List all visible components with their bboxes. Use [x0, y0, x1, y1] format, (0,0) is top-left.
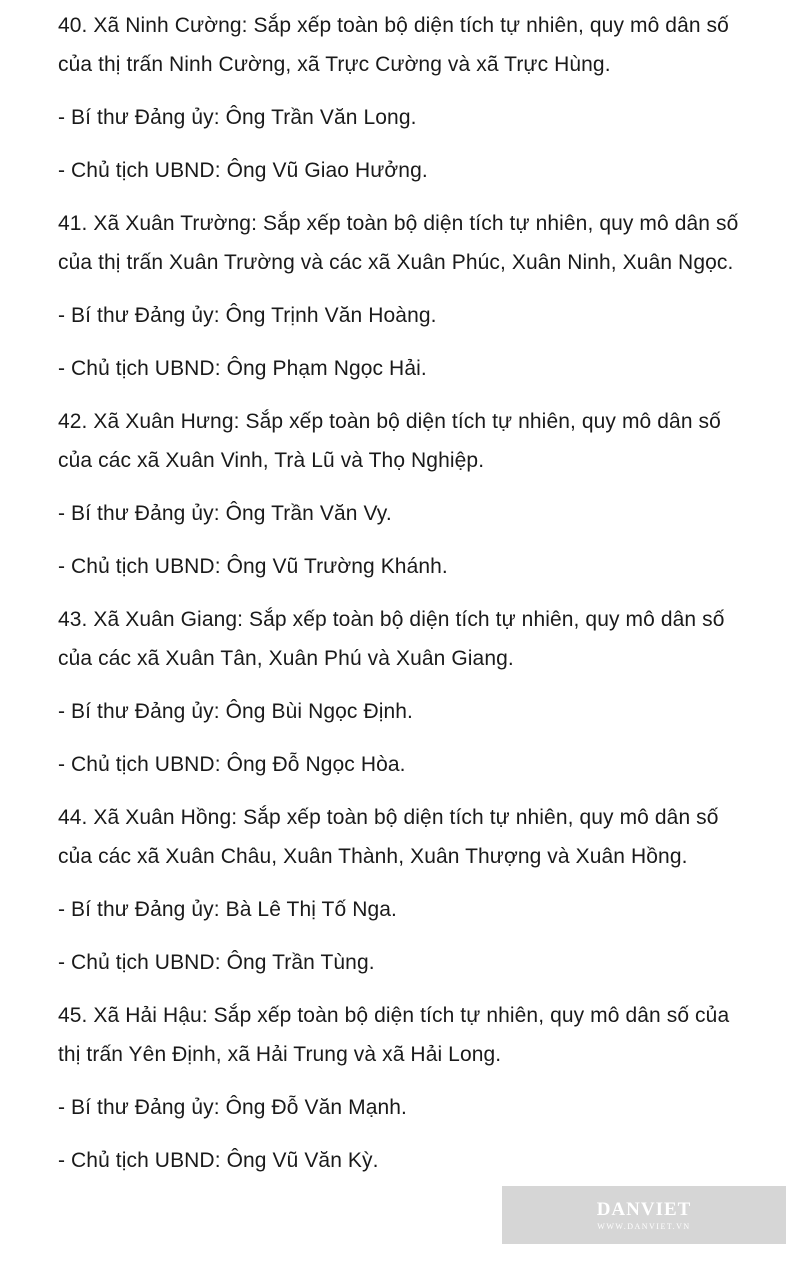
item-chairman-40: - Chủ tịch UBND: Ông Vũ Giao Hưởng. — [58, 159, 428, 182]
item-title-42: 42. Xã Xuân Hưng: Sắp xếp toàn bộ diện tích tự nhiên, quy mô dân số của các xã Xuân Vinh, Trà Lũ và Thọ Nghiệp. — [58, 410, 727, 472]
document-body — [58, 0, 748, 1180]
item-secretary-44: - Bí thư Đảng ủy: Bà Lê Thị Tố Nga. — [58, 898, 397, 921]
watermark-url: WWW.DANVIET.VN — [597, 1222, 691, 1231]
item-title-44: 44. Xã Xuân Hồng: Sắp xếp toàn bộ diện tích tự nhiên, quy mô dân số của các xã Xuân Châu, Xuân Thành, Xuân Thượng và Xuân Hồng. — [58, 806, 725, 868]
item-chairman-45: - Chủ tịch UBND: Ông Vũ Văn Kỳ. — [58, 1149, 379, 1172]
item-secretary-40: - Bí thư Đảng ủy: Ông Trần Văn Long. — [58, 106, 417, 129]
item-chairman-43: - Chủ tịch UBND: Ông Đỗ Ngọc Hòa. — [58, 753, 406, 776]
item-title-41: 41. Xã Xuân Trường: Sắp xếp toàn bộ diện tích tự nhiên, quy mô dân số của thị trấn Xuân Trường và các xã Xuân Phúc, Xuân Ninh, Xuân Ngọc. — [58, 212, 745, 274]
item-chairman-41: - Chủ tịch UBND: Ông Phạm Ngọc Hải. — [58, 357, 427, 380]
item-secretary-42: - Bí thư Đảng ủy: Ông Trần Văn Vy. — [58, 502, 392, 525]
danviet-watermark — [502, 1186, 786, 1244]
item-title-45: 45. Xã Hải Hậu: Sắp xếp toàn bộ diện tích tự nhiên, quy mô dân số của thị trấn Yên Định, xã Hải Trung và xã Hải Long. — [58, 1004, 736, 1066]
item-secretary-45: - Bí thư Đảng ủy: Ông Đỗ Văn Mạnh. — [58, 1096, 407, 1119]
item-chairman-44: - Chủ tịch UBND: Ông Trần Tùng. — [58, 951, 375, 974]
item-title-43: 43. Xã Xuân Giang: Sắp xếp toàn bộ diện tích tự nhiên, quy mô dân số của các xã Xuân Tân, Xuân Phú và Xuân Giang. — [58, 608, 731, 670]
item-secretary-41: - Bí thư Đảng ủy: Ông Trịnh Văn Hoàng. — [58, 304, 437, 327]
item-title-40: 40. Xã Ninh Cường: Sắp xếp toàn bộ diện tích tự nhiên, quy mô dân số của thị trấn Ninh Cường, xã Trực Cường và xã Trực Hùng. — [58, 14, 735, 76]
watermark-logo: DANVIET — [596, 1199, 692, 1220]
item-chairman-42: - Chủ tịch UBND: Ông Vũ Trường Khánh. — [58, 555, 448, 578]
item-secretary-43: - Bí thư Đảng ủy: Ông Bùi Ngọc Định. — [58, 700, 413, 723]
